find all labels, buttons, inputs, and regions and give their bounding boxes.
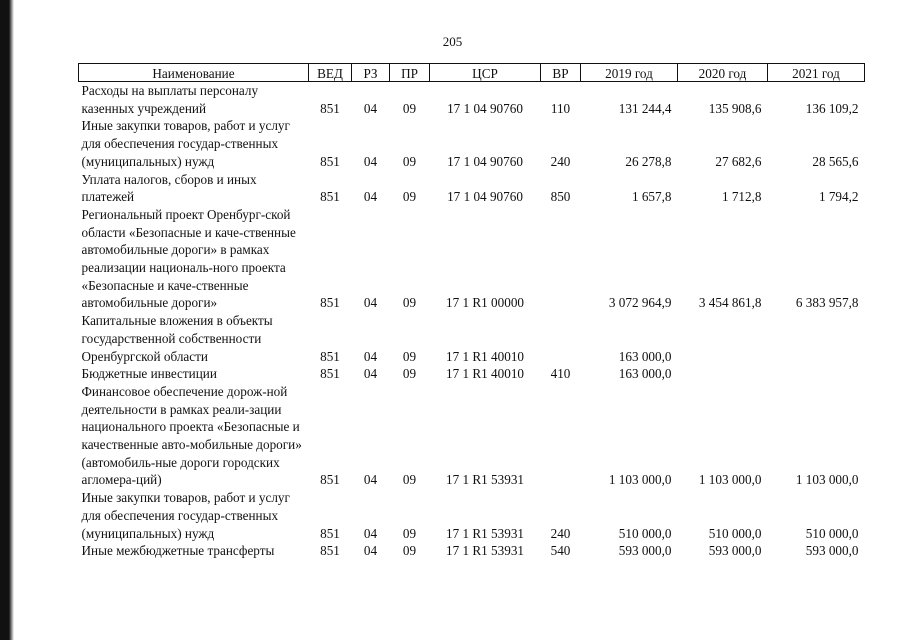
cell-pr: 09 <box>402 472 417 488</box>
cell-vr <box>541 383 581 489</box>
cell-pr: 09 <box>402 100 417 116</box>
cell-ved: 851 <box>320 543 340 559</box>
cell-ved: 851 <box>320 472 340 488</box>
header-pr: ПР <box>390 64 430 82</box>
cell-2019: 1 103 000,0 <box>608 472 672 488</box>
cell-csr: 17 1 R1 53931 <box>445 525 525 541</box>
cell-rz: 04 <box>363 153 378 169</box>
cell-vr <box>541 206 581 312</box>
scan-left-edge <box>0 0 20 640</box>
cell-rz: 04 <box>363 348 378 364</box>
cell-2019: 26 278,8 <box>625 153 672 169</box>
cell-2021: 6 383 957,8 <box>795 295 859 311</box>
cell-ved: 851 <box>320 153 340 169</box>
header-2021: 2021 год <box>768 64 865 82</box>
cell-pr: 09 <box>402 295 417 311</box>
header-2019: 2019 год <box>581 64 678 82</box>
budget-table <box>78 63 865 560</box>
cell-rz: 04 <box>363 472 378 488</box>
cell-2020: 27 682,6 <box>715 153 762 169</box>
cell-2021: 28 565,6 <box>812 153 859 169</box>
page-number: 205 <box>442 34 463 49</box>
cell-csr: 17 1 R1 40010 <box>445 366 525 382</box>
cell-csr: 17 1 04 90760 <box>447 153 523 169</box>
cell-2021: 510 000,0 <box>805 525 859 541</box>
header-vr: ВР <box>541 64 581 82</box>
header-name: Наименование <box>79 64 309 82</box>
header-ved: ВЕД <box>309 64 352 82</box>
table-row <box>79 542 865 560</box>
cell-rz: 04 <box>363 525 378 541</box>
cell-2021: 1 794,2 <box>818 189 859 205</box>
cell-2020 <box>678 312 768 365</box>
cell-csr: 17 1 R1 53931 <box>445 472 525 488</box>
cell-2021: 1 103 000,0 <box>795 472 859 488</box>
cell-vr: 240 <box>550 153 571 169</box>
cell-2019: 510 000,0 <box>618 525 672 541</box>
cell-ved: 851 <box>320 366 340 382</box>
cell-name: Уплата налогов, сборов и иных платежей <box>81 171 257 205</box>
table-row <box>79 383 865 489</box>
cell-2020: 510 000,0 <box>708 525 762 541</box>
cell-name: Финансовое обеспечение дорож-ной деятельности в рамках реали-зации национального проекта «Безопасные и качественные авто-мобильные дороги» (автомобиль-ные дороги городских агломера-ций) <box>81 383 302 488</box>
cell-vr: 540 <box>550 543 571 559</box>
cell-rz: 04 <box>363 100 378 116</box>
table-header-row <box>79 64 865 82</box>
table-row <box>79 489 865 542</box>
cell-2019: 163 000,0 <box>618 366 672 382</box>
cell-pr: 09 <box>402 543 417 559</box>
table-row <box>79 365 865 383</box>
cell-name: Иные межбюджетные трансферты <box>81 543 275 559</box>
cell-ved: 851 <box>320 100 340 116</box>
cell-ved: 851 <box>320 348 340 364</box>
table-row <box>79 206 865 312</box>
table-row <box>79 171 865 206</box>
cell-2021 <box>768 365 865 383</box>
cell-name: Иные закупки товаров, работ и услуг для обеспечения государ-ственных (муниципальных) нужд <box>81 118 290 169</box>
cell-2019: 3 072 964,9 <box>608 295 672 311</box>
cell-pr: 09 <box>402 525 417 541</box>
cell-2020: 1 712,8 <box>721 189 762 205</box>
cell-ved: 851 <box>320 295 340 311</box>
cell-vr: 240 <box>550 525 571 541</box>
cell-name: Иные закупки товаров, работ и услуг для обеспечения государ-ственных (муниципальных) нужд <box>81 490 290 541</box>
cell-rz: 04 <box>363 189 378 205</box>
table-row <box>79 117 865 170</box>
cell-2020: 1 103 000,0 <box>698 472 762 488</box>
cell-rz: 04 <box>363 366 378 382</box>
cell-2019: 131 244,4 <box>618 100 672 116</box>
cell-vr: 110 <box>550 100 571 116</box>
cell-vr <box>541 312 581 365</box>
cell-2021: 136 109,2 <box>805 100 859 116</box>
cell-name: Бюджетные инвестиции <box>81 366 217 382</box>
cell-vr: 410 <box>550 366 571 382</box>
cell-rz: 04 <box>363 295 378 311</box>
cell-2020: 135 908,6 <box>708 100 762 116</box>
cell-ved: 851 <box>320 189 340 205</box>
cell-csr: 17 1 R1 00000 <box>445 295 525 311</box>
cell-csr: 17 1 04 90760 <box>447 189 523 205</box>
cell-2019: 163 000,0 <box>618 348 672 364</box>
cell-pr: 09 <box>402 153 417 169</box>
cell-pr: 09 <box>402 189 417 205</box>
cell-csr: 17 1 R1 40010 <box>445 348 525 364</box>
cell-2019: 1 657,8 <box>631 189 672 205</box>
cell-csr: 17 1 04 90760 <box>447 100 523 116</box>
table-row <box>79 82 865 118</box>
cell-2019: 593 000,0 <box>618 543 672 559</box>
cell-2021 <box>768 312 865 365</box>
table-row <box>79 312 865 365</box>
cell-pr: 09 <box>402 348 417 364</box>
cell-2020: 3 454 861,8 <box>698 295 762 311</box>
cell-2020 <box>678 365 768 383</box>
header-2020: 2020 год <box>678 64 768 82</box>
header-csr: ЦСР <box>430 64 541 82</box>
cell-2021: 593 000,0 <box>805 543 859 559</box>
cell-vr: 850 <box>550 189 571 205</box>
cell-2020: 593 000,0 <box>708 543 762 559</box>
cell-pr: 09 <box>402 366 417 382</box>
cell-name: Расходы на выплаты персоналу казенных учреждений <box>81 83 259 116</box>
cell-ved: 851 <box>320 525 340 541</box>
header-rz: РЗ <box>352 64 390 82</box>
cell-name: Капитальные вложения в объекты государственной собственности Оренбургской области <box>81 313 273 364</box>
cell-rz: 04 <box>363 543 378 559</box>
cell-name: Региональный проект Оренбург-ской области «Безопасные и каче-ственные автомобильные дороги» в рамках реализации националь-ного проекта «Безопасные и каче-ственные автомобильные дороги» <box>81 206 296 311</box>
cell-csr: 17 1 R1 53931 <box>445 543 525 559</box>
